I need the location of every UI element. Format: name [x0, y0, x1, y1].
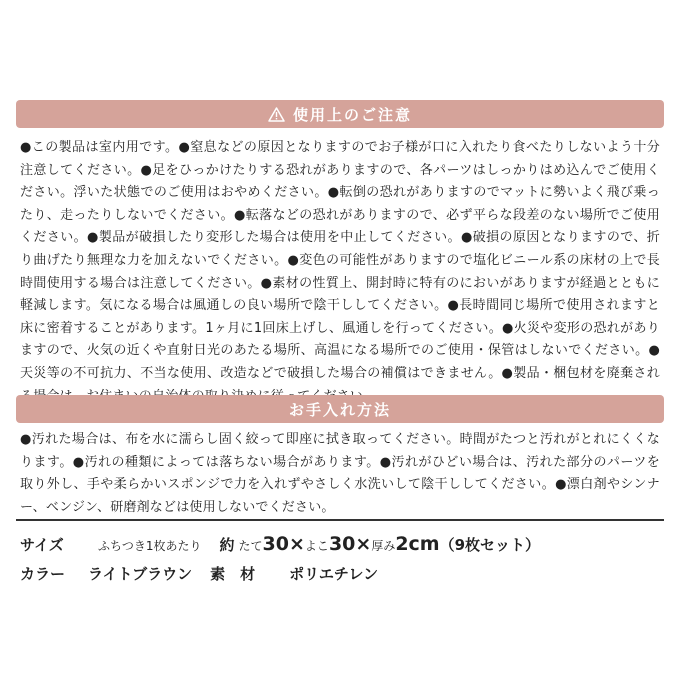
atsumi-label: 厚み: [371, 539, 396, 553]
warning-icon: [268, 107, 285, 122]
yoko-label: よこ: [304, 539, 329, 553]
size-label: サイズ: [20, 536, 64, 554]
color-value: ライトブラウン: [88, 565, 193, 583]
color-label: カラー: [20, 565, 66, 583]
caution-text: ●この製品は室内用です。●窒息などの原因となりますのでお子様が口に入れたり食べたりしないよう十分注意してください。●足をひっかけたりする恐れがありますので、各パーツはしっかりはめ込んでご使用ください。浮いた状態でのご使用はおやめください。●転倒の恐れがありますのでマットに勢いよく飛び乗ったり、走ったりしないでください。●転落などの恐れがありますので、必ず平らな段差のない場所でご使用ください。●製品が破損したり変形した場合は使用を中止してください。●破損の原因となりますので、折り曲げたり無理な力を加えないでください。●変色の可能性がありますので塩化ビニール系の床材の上で長時間使用する場合は注意してください。●素材の性質上、開封時に特有のにおいがありますが経過とともに軽減します。気になる場合は風通しの良い場所で陰干ししてください。●長時間同じ場所で使用されますと床に密着することがあります。1ヶ月に1回床上げし、風通しを行ってください。●火災や変形の恐れがありますので、火気の近くや直射日光のあたる場所、高温になる場所でのご使用・保管はしないでください。●天災等の不可抗力、不当な使用、改造などで破損した場合の補償はできません。●製品・梱包材を廃棄され: [20, 140, 660, 381]
material-value: ポリエチレン: [289, 565, 379, 583]
caution-banner: [16, 100, 664, 128]
caution-title: 使用上のご注意: [292, 105, 412, 124]
times-sign-2: ×: [355, 533, 372, 555]
size-row: [20, 533, 540, 555]
care-title: お手入れ方法: [288, 400, 391, 419]
tate-value: 30: [262, 533, 289, 555]
care-banner: [16, 395, 664, 423]
atsumi-value: 2cm: [395, 533, 440, 555]
size-note: ふちつき1枚あたり: [98, 539, 202, 553]
divider: [16, 519, 664, 521]
times-sign-1: ×: [289, 533, 305, 555]
care-text: ●汚れた場合は、布を水に濡らし固く絞って即座に拭き取ってください。時間がたつと汚れがとれにくくなります。●汚れの種類によっては落ちない場合があります。●汚れがひどい場合は、汚れた部分のパーツを取り外し、手や柔らかいスポンジで力を入れずやさしく水洗いして陰干ししてください。●漂白剤やシンナー、ベンジン、研磨剤などは使用しないでください。: [20, 432, 660, 515]
tate-label: たて: [238, 539, 263, 553]
color-material-row: [20, 563, 378, 584]
set-count: （9枚セット）: [439, 536, 541, 554]
yoko-value: 30: [328, 533, 356, 555]
size-approx: 約: [219, 536, 235, 554]
material-label: 素 材: [210, 565, 256, 583]
